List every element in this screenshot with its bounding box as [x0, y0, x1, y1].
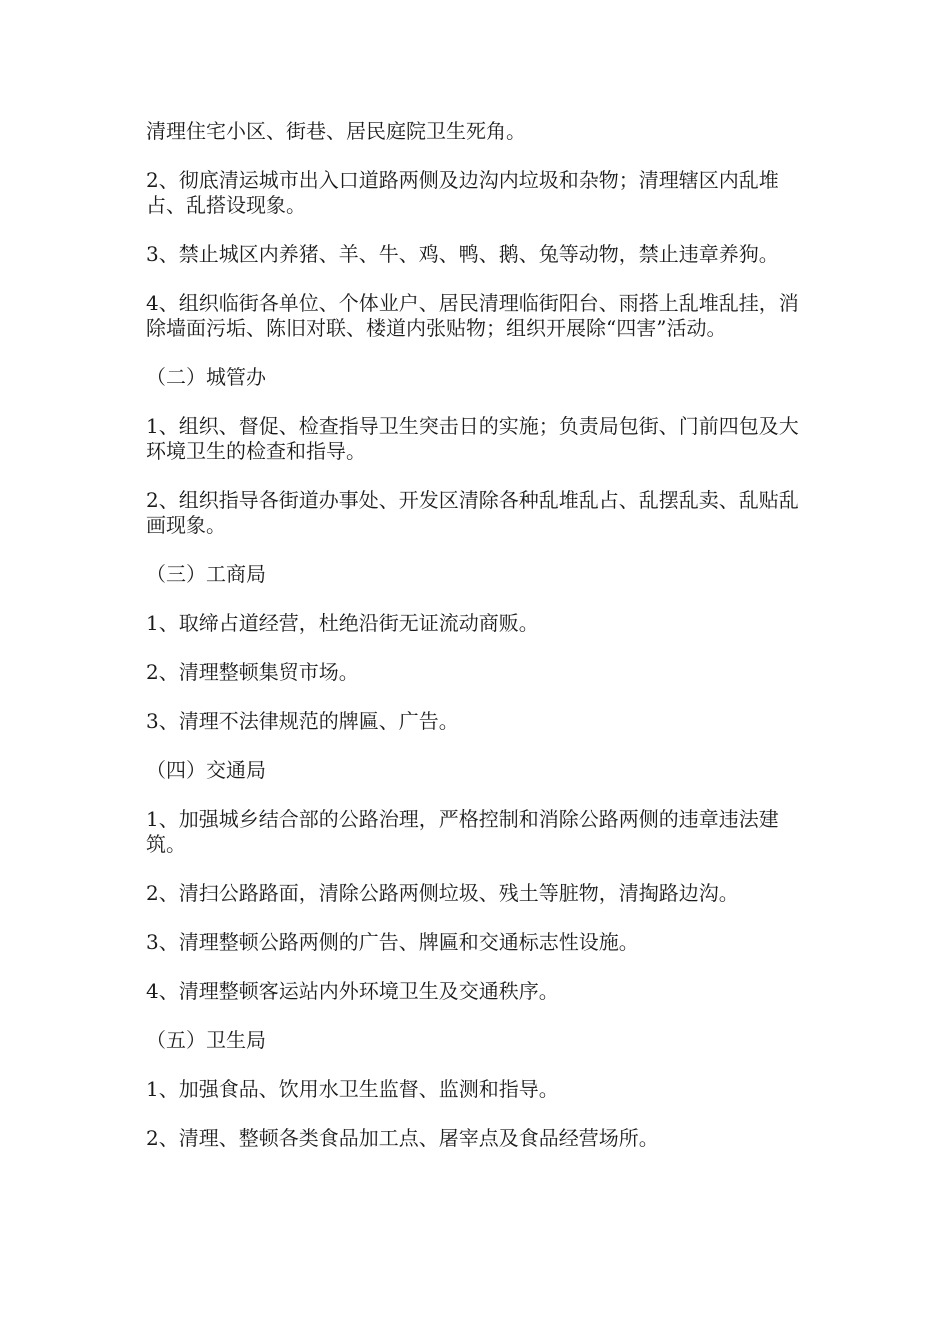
- paragraph: 1、加强食品、饮用水卫生监督、监测和指导。: [146, 1077, 559, 1101]
- paragraph: 清理住宅小区、街巷、居民庭院卫生死角。: [146, 119, 526, 143]
- paragraph: 3、清理不法律规范的牌匾、广告。: [146, 709, 459, 733]
- paragraph: 1、组织、督促、检查指导卫生突击日的实施；负责局包街、门前四包及大环境卫生的检查和指导。: [146, 414, 799, 463]
- paragraph: 1、取缔占道经营，杜绝沿街无证流动商贩。: [146, 611, 539, 635]
- document-body: [146, 119, 806, 1175]
- paragraph: 4、清理整顿客运站内外环境卫生及交通秩序。: [146, 979, 559, 1003]
- paragraph: 1、加强城乡结合部的公路治理，严格控制和消除公路两侧的违章违法建筑。: [146, 807, 779, 856]
- section-heading: （三）工商局: [146, 562, 266, 586]
- paragraph: 2、组织指导各街道办事处、开发区清除各种乱堆乱占、乱摆乱卖、乱贴乱画现象。: [146, 488, 799, 537]
- section-heading: （四）交通局: [146, 758, 266, 782]
- section-heading: （五）卫生局: [146, 1028, 266, 1052]
- paragraph: 4、组织临街各单位、个体业户、居民清理临街阳台、雨搭上乱堆乱挂，消除墙面污垢、陈旧对联、楼道内张贴物；组织开展除“四害”活动。: [146, 291, 799, 340]
- paragraph: 2、彻底清运城市出入口道路两侧及边沟内垃圾和杂物；清理辖区内乱堆占、乱搭设现象。: [146, 168, 779, 217]
- paragraph: 3、清理整顿公路两侧的广告、牌匾和交通标志性设施。: [146, 930, 639, 954]
- paragraph: 2、清理、整顿各类食品加工点、屠宰点及食品经营场所。: [146, 1126, 659, 1150]
- paragraph: 3、禁止城区内养猪、羊、牛、鸡、鸭、鹅、兔等动物，禁止违章养狗。: [146, 242, 779, 266]
- paragraph: 2、清扫公路路面，清除公路两侧垃圾、残土等脏物，清掏路边沟。: [146, 881, 739, 905]
- section-heading: （二）城管办: [146, 365, 266, 389]
- paragraph: 2、清理整顿集贸市场。: [146, 660, 359, 684]
